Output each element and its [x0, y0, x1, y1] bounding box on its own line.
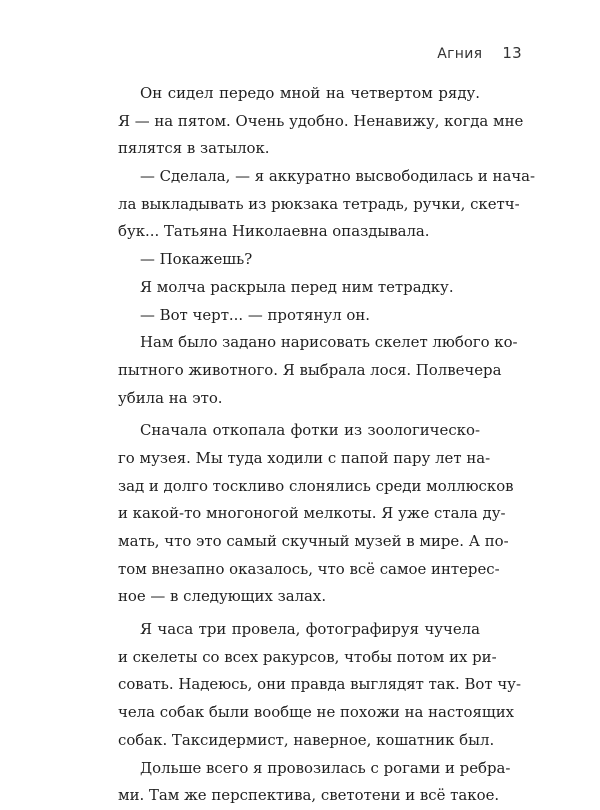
- text-line: Он сидел передо мной на четвертом ряду.: [140, 84, 480, 102]
- page-number: 13: [502, 44, 522, 62]
- text-line: Я — на пятом. Очень удобно. Ненавижу, когда мне: [118, 111, 524, 130]
- text-line: — Вот черт... — протянул он.: [140, 305, 371, 324]
- text-line: го музея. Мы туда ходили с папой пару лет на-: [118, 448, 491, 467]
- text-line: — Сделала, — я аккуратно высвободилась и нача-: [140, 167, 536, 186]
- text-line: Сначала откопала фотки из зоологическо-: [140, 421, 480, 440]
- text-line: собак. Таксидермист, наверное, кошатник был.: [118, 730, 495, 749]
- text-line: мать, что это самый скучный музей в мире. А по-: [118, 532, 509, 550]
- text-line: совать. Надеюсь, они правда выглядят так. Вот чу-: [118, 675, 521, 694]
- text-line: и какой-то многоногой мелкоты. Я уже стала ду-: [118, 504, 506, 523]
- text-line: бук... Татьяна Николаевна опаздывала.: [118, 222, 430, 241]
- text-line: чела собак были вообще не похожи на настоящих: [118, 703, 515, 722]
- text-line: ное — в следующих залах.: [118, 587, 327, 606]
- text-line: том внезапно оказалось, что всё самое интерес-: [118, 559, 500, 578]
- text-line: Я молча раскрыла перед ним тетрадку.: [140, 277, 454, 296]
- text-line: Я часа три провела, фотографируя чучела: [140, 620, 480, 639]
- text-line: — Покажешь?: [140, 250, 253, 269]
- text-line: убила на это.: [118, 388, 223, 407]
- text-line: пытного животного. Я выбрала лося. Полвечера: [118, 360, 502, 379]
- text-line: Нам было задано нарисовать скелет любого ко-: [140, 333, 518, 352]
- text-line: пялятся в затылок.: [118, 139, 270, 158]
- chapter-title: Агния: [437, 46, 483, 62]
- text-line: и скелеты со всех ракурсов, чтобы потом их ри-: [118, 647, 497, 666]
- running-header: [437, 44, 522, 62]
- text-line: ми. Там же перспектива, светотени и всё такое.: [118, 786, 500, 805]
- text-line: Дольше всего я провозилась с рогами и ребра-: [140, 758, 511, 777]
- text-line: зад и долго тоскливо слонялись среди моллюсков: [118, 476, 514, 495]
- text-line: ла выкладывать из рюкзака тетрадь, ручки, скетч-: [118, 194, 520, 213]
- body-text: [118, 80, 536, 810]
